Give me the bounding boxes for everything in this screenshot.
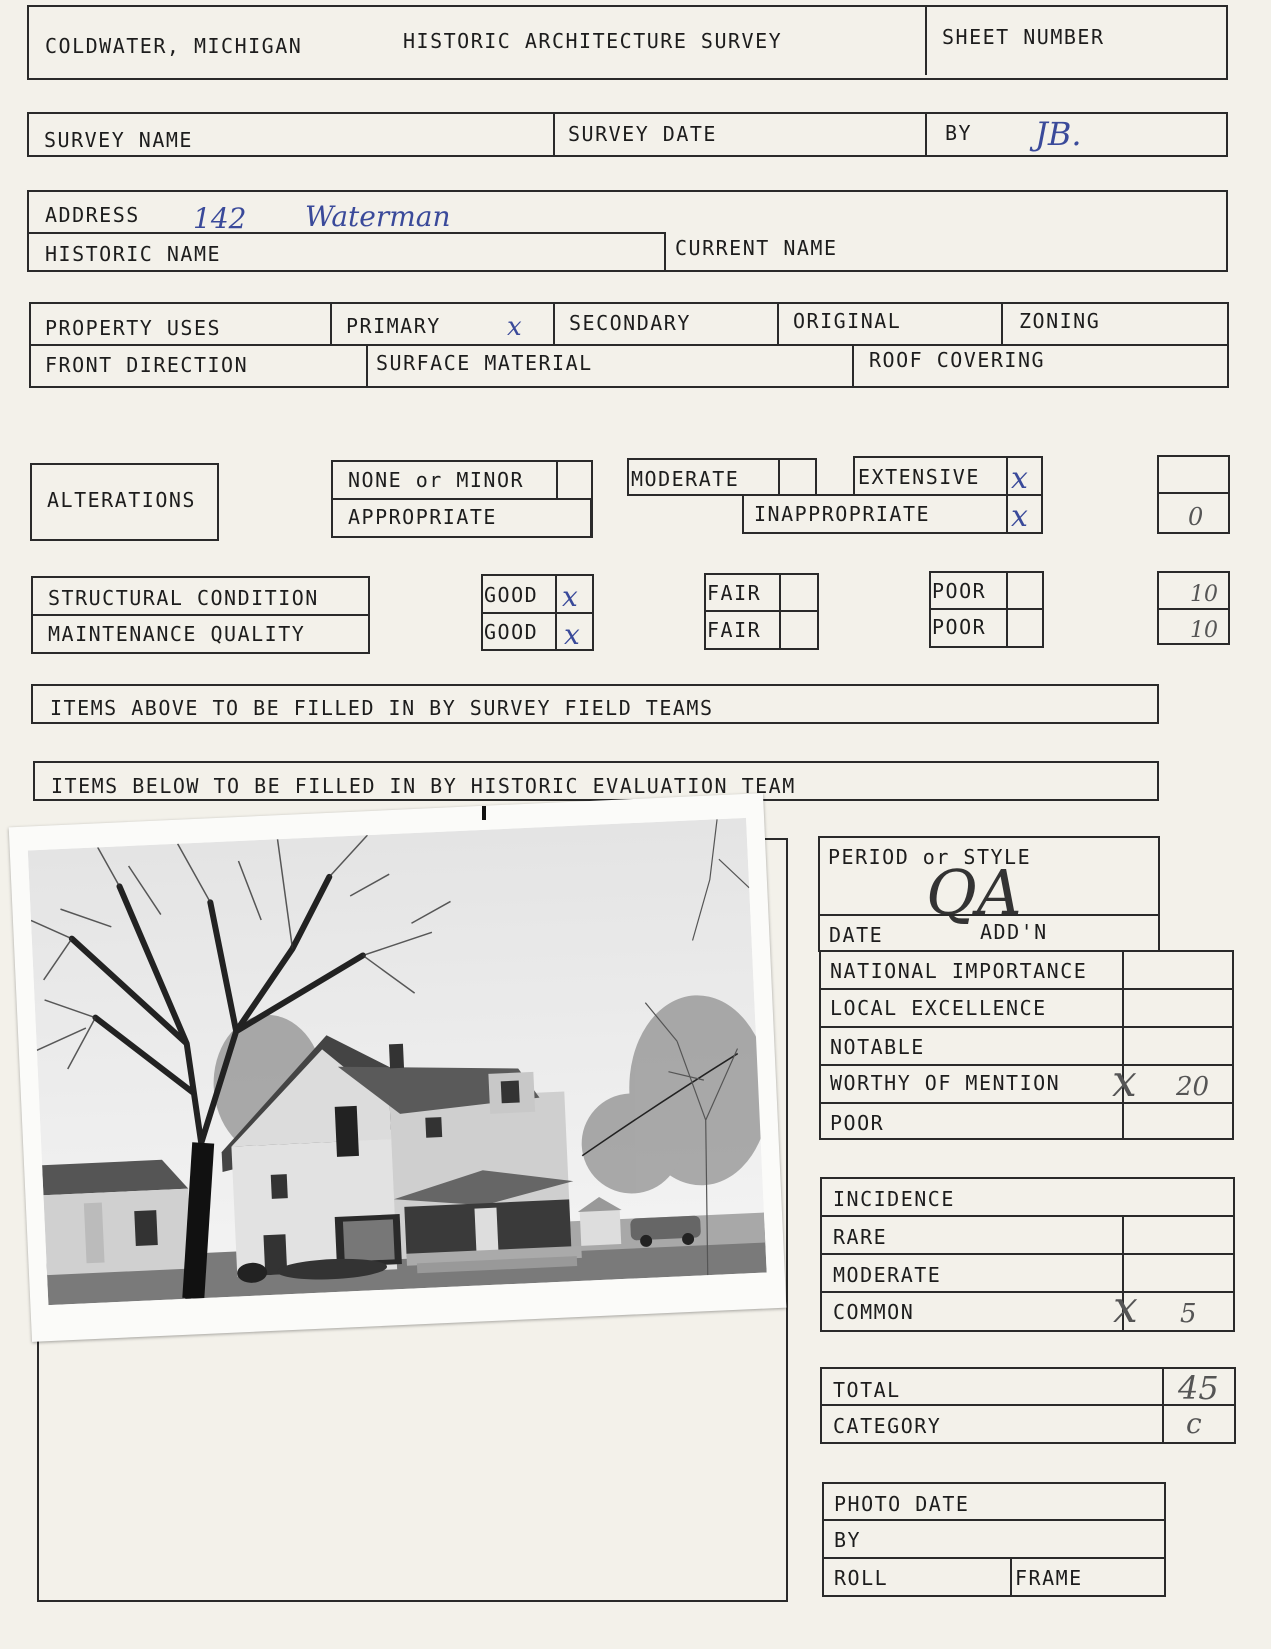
maintenance-fair-label: FAIR — [707, 618, 762, 642]
worthy-mark: x — [1112, 1056, 1137, 1107]
structural-score: 10 — [1190, 582, 1218, 607]
worthy-score: 20 — [1176, 1072, 1210, 1102]
importance-row-1 — [819, 988, 1232, 990]
common-score: 5 — [1180, 1299, 1197, 1329]
photo-info-row-1 — [822, 1519, 1164, 1521]
period-style-value: QA — [926, 856, 1022, 929]
poor-divider — [929, 608, 1042, 610]
good-check-divider — [555, 574, 557, 649]
zoning-divider — [1001, 302, 1003, 344]
secondary-label: SECONDARY — [569, 311, 691, 335]
survey-divider-1 — [553, 112, 555, 155]
current-name-divider — [664, 232, 666, 270]
primary-divider — [330, 302, 332, 344]
extensive-mark: x — [1011, 461, 1028, 496]
survey-divider-2 — [925, 112, 927, 155]
historic-name-label: HISTORIC NAME — [45, 242, 222, 266]
structural-poor-label: POOR — [932, 579, 987, 603]
current-name-label: CURRENT NAME — [675, 236, 838, 260]
below-note: ITEMS BELOW TO BE FILLED IN BY HISTORIC EVALUATION TEAM — [51, 774, 796, 798]
alterations-score-divider — [1157, 492, 1228, 494]
totals-score-divider — [1162, 1367, 1164, 1442]
category-label: CATEGORY — [833, 1414, 942, 1438]
importance-row-2 — [819, 1026, 1232, 1028]
survey-by-label: BY — [945, 121, 973, 145]
maintenance-quality-label: MAINTENANCE QUALITY — [48, 622, 306, 646]
incidence-label: INCIDENCE — [833, 1187, 955, 1211]
common-mark: x — [1113, 1282, 1138, 1333]
appropriate-check-divider — [590, 498, 592, 536]
extensive-check-divider — [1006, 456, 1008, 494]
frame-divider — [1010, 1557, 1012, 1595]
moderate-check-divider — [778, 458, 780, 494]
address-number: 142 — [193, 202, 247, 235]
inappropriate-label: INAPPROPRIATE — [754, 502, 931, 526]
sheet-number-label: SHEET NUMBER — [942, 25, 1105, 49]
national-importance-label: NATIONAL IMPORTANCE — [830, 959, 1088, 983]
original-divider — [777, 302, 779, 344]
maintenance-good-label: GOOD — [484, 620, 539, 644]
house-photo — [28, 818, 767, 1305]
address-label: ADDRESS — [45, 203, 140, 227]
common-label: COMMON — [833, 1300, 915, 1324]
incidence-moderate-label: MODERATE — [833, 1263, 942, 1287]
rare-label: RARE — [833, 1225, 888, 1249]
original-label: ORIGINAL — [793, 309, 902, 333]
incidence-row-3 — [820, 1291, 1233, 1293]
none-minor-label: NONE or MINOR — [348, 468, 525, 492]
address-street: Waterman — [305, 200, 451, 233]
period-date-divider — [818, 914, 1158, 916]
surface-divider — [366, 344, 368, 386]
fair-divider — [704, 610, 817, 612]
above-note: ITEMS ABOVE TO BE FILLED IN BY SURVEY FIELD TEAMS — [50, 696, 714, 720]
photo-by-label: BY — [834, 1528, 862, 1552]
photo-info-row-2 — [822, 1557, 1164, 1559]
surface-material-label: SURFACE MATERIAL — [376, 351, 593, 375]
period-style-label: PERIOD or STYLE — [828, 845, 1032, 869]
inappropriate-mark: x — [1011, 499, 1028, 534]
worthy-of-mention-label: WORTHY OF MENTION — [830, 1071, 1061, 1095]
header-divider — [925, 5, 927, 75]
importance-poor-label: POOR — [830, 1111, 885, 1135]
maintenance-good-mark: x — [564, 618, 580, 651]
primary-label: PRIMARY — [346, 314, 441, 338]
importance-row-4 — [819, 1102, 1232, 1104]
secondary-divider — [553, 302, 555, 344]
city-label: COLDWATER, MICHIGAN — [45, 34, 303, 58]
inappropriate-check-divider — [1006, 494, 1008, 532]
incidence-row-2 — [820, 1253, 1233, 1255]
extensive-label: EXTENSIVE — [858, 465, 980, 489]
zoning-label: ZONING — [1019, 309, 1101, 333]
importance-row-3 — [819, 1064, 1232, 1066]
date-value: ADD'N — [980, 920, 1048, 944]
front-direction-label: FRONT DIRECTION — [45, 353, 249, 377]
survey-title: HISTORIC ARCHITECTURE SURVEY — [403, 29, 783, 53]
none-minor-divider — [331, 498, 591, 500]
local-excellence-label: LOCAL EXCELLENCE — [830, 996, 1047, 1020]
condition-labels-divider — [31, 614, 368, 616]
total-value: 45 — [1178, 1369, 1219, 1407]
maintenance-score: 10 — [1190, 618, 1218, 643]
incidence-row-1 — [820, 1215, 1233, 1217]
condition-score-divider — [1157, 608, 1228, 610]
moderate-label: MODERATE — [631, 467, 740, 491]
pasted-photograph — [9, 793, 787, 1342]
none-minor-check-divider — [556, 460, 558, 498]
survey-name-label: SURVEY NAME — [44, 128, 193, 152]
roof-divider — [852, 344, 854, 386]
appropriate-label: APPROPRIATE — [348, 505, 497, 529]
category-value: c — [1186, 1407, 1202, 1440]
maintenance-poor-label: POOR — [932, 615, 987, 639]
totals-divider — [820, 1404, 1234, 1406]
poor-check-divider — [1006, 571, 1008, 646]
structural-fair-label: FAIR — [707, 581, 762, 605]
survey-date-label: SURVEY DATE — [568, 122, 717, 146]
fair-check-divider — [779, 573, 781, 648]
property-uses-label: PROPERTY USES — [45, 316, 222, 340]
notable-label: NOTABLE — [830, 1035, 925, 1059]
total-label: TOTAL — [833, 1378, 901, 1402]
roof-covering-label: ROOF COVERING — [869, 348, 1046, 372]
photo-date-label: PHOTO DATE — [834, 1492, 970, 1516]
frame-label: FRAME — [1015, 1566, 1083, 1590]
survey-by-value: JB. — [1035, 115, 1082, 153]
importance-score-divider — [1122, 950, 1124, 1138]
structural-good-label: GOOD — [484, 583, 539, 607]
structural-condition-label: STRUCTURAL CONDITION — [48, 586, 319, 610]
roll-label: ROLL — [834, 1566, 889, 1590]
primary-mark: x — [507, 312, 522, 342]
photo-tick — [482, 806, 486, 820]
property-divider — [29, 344, 1227, 346]
alterations-label: ALTERATIONS — [47, 488, 196, 512]
date-label: DATE — [829, 923, 884, 947]
alterations-score: 0 — [1188, 503, 1204, 531]
structural-good-mark: x — [562, 580, 578, 613]
